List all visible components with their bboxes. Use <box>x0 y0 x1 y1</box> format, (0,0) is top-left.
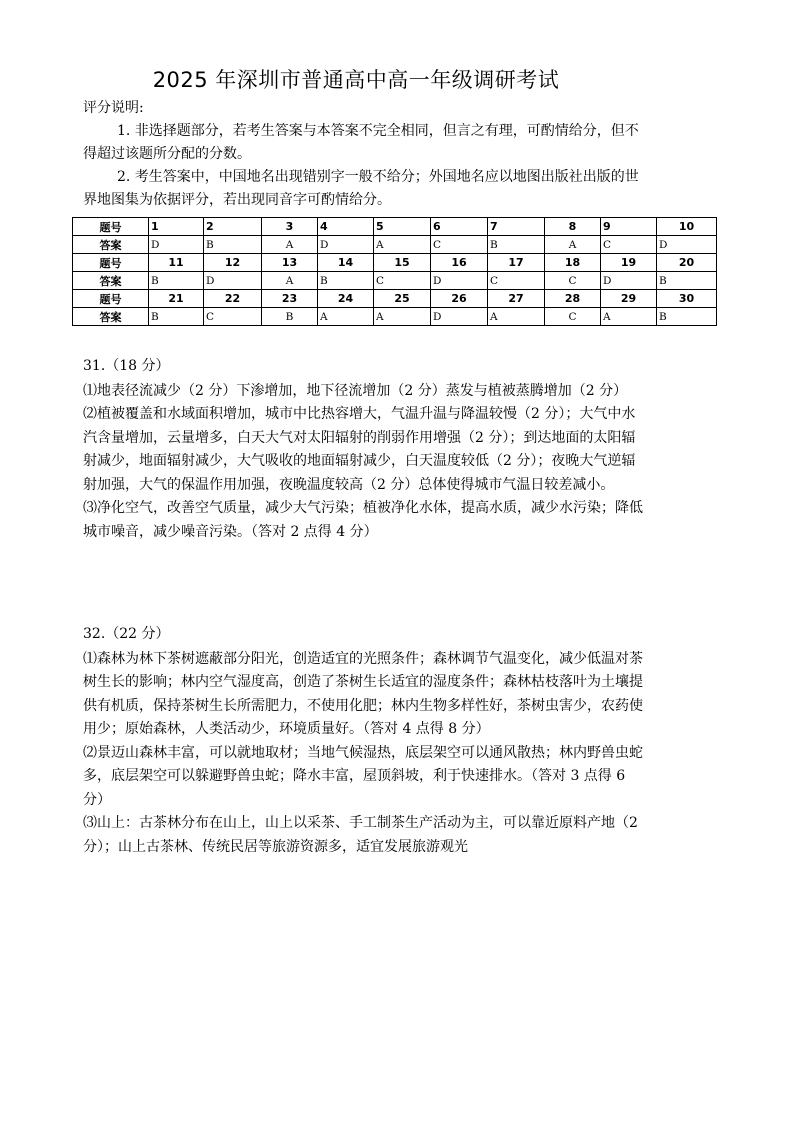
answer-table <box>72 217 717 326</box>
question-number: 3 <box>262 218 318 236</box>
question-number: 18 <box>545 254 601 272</box>
question-number: 12 <box>204 254 262 272</box>
answer-cell: D <box>431 308 488 326</box>
answer-cell: D <box>149 236 204 254</box>
answer-cell: B <box>262 308 318 326</box>
answer-cell: B <box>318 272 374 290</box>
answer-cell: C <box>431 236 488 254</box>
question-number: 22 <box>204 290 262 308</box>
question-32 <box>83 623 643 859</box>
answer-cell: A <box>601 308 657 326</box>
question-number: 20 <box>657 254 717 272</box>
answer-cell: B <box>204 236 262 254</box>
answer-cell: C <box>374 272 431 290</box>
question-32-part-1: ⑴森林为林下茶树遮蔽部分阳光，创造适宜的光照条件；森林调节气温变化，减少低温对茶树生长的影响；林内空气湿度高，创造了茶树生长适宜的湿度条件；森林枯枝落叶为土壤提供有机质，保持茶树生长所需肥力，不使用化肥；林内生物多样性好，茶树虫害少，农药使用少；原始森林，人类活动少，环境质量好。（答对 4 点得 8 分） <box>83 650 643 737</box>
question-number-header: 题号 <box>73 254 149 272</box>
answer-cell: C <box>488 272 545 290</box>
question-number: 11 <box>149 254 204 272</box>
question-31-part-2: ⑵植被覆盖和水域面积增加，城市中比热容增大，气温升温与降温较慢（2 分）；大气中水汽含量增加，云量增多，白天大气对太阳辐射的削弱作用增强（2 分）；到达地面的太阳辐射减少，地面辐射减少，大气吸收的地面辐射减少，白天温度较低（2 分）；夜晚大气逆辐射加强，大气的保温作用加强，夜晚温度较高（2 分）总体使得城市气温日较差减小。 <box>83 406 636 493</box>
answer-header: 答案 <box>73 236 149 254</box>
answer-cell: D <box>657 236 717 254</box>
answer-cell: A <box>262 236 318 254</box>
answer-cell: C <box>204 308 262 326</box>
question-31 <box>83 355 643 544</box>
answer-cell: B <box>488 236 545 254</box>
question-number: 15 <box>374 254 431 272</box>
question-number: 17 <box>488 254 545 272</box>
answer-cell: D <box>601 272 657 290</box>
answer-cell: A <box>374 236 431 254</box>
table-row <box>73 290 717 308</box>
scoring-notes <box>83 120 639 212</box>
question-number: 7 <box>488 218 545 236</box>
answer-cell: A <box>545 236 601 254</box>
question-number: 23 <box>262 290 318 308</box>
question-number: 14 <box>318 254 374 272</box>
answer-cell: B <box>657 308 717 326</box>
question-31-part-3: ⑶净化空气，改善空气质量，减少大气污染；植被净化水体，提高水质，减少水污染；降低城市噪音，减少噪音污染。（答对 2 点得 4 分） <box>83 500 643 540</box>
question-32-header: 32.（22 分） <box>83 626 170 642</box>
question-number: 16 <box>431 254 488 272</box>
answer-header: 答案 <box>73 272 149 290</box>
question-number: 2 <box>204 218 262 236</box>
answer-header: 答案 <box>73 308 149 326</box>
question-31-header: 31.（18 分） <box>83 358 170 374</box>
question-number: 19 <box>601 254 657 272</box>
page-title: 2025 年深圳市普通高中高一年级调研考试 <box>152 68 560 92</box>
question-number: 24 <box>318 290 374 308</box>
answer-cell: A <box>262 272 318 290</box>
question-number: 25 <box>374 290 431 308</box>
answer-cell: D <box>431 272 488 290</box>
table-row <box>73 254 717 272</box>
scoring-note-2: 2. 考生答案中，中国地名出现错别字一般不给分；外国地名应以地图出版社出版的世界地图集为依据评分，若出现同音字可酌情给分。 <box>83 169 639 208</box>
question-number: 6 <box>431 218 488 236</box>
question-32-part-2: ⑵景迈山森林丰富，可以就地取材；当地气候湿热，底层架空可以通风散热；林内野兽虫蛇多，底层架空可以躲避野兽虫蛇；降水丰富，屋顶斜坡，利于快速排水。（答对 3 点得 6 分） <box>83 744 643 808</box>
question-number-header: 题号 <box>73 290 149 308</box>
table-row <box>73 236 717 254</box>
question-number: 21 <box>149 290 204 308</box>
answer-cell: C <box>545 272 601 290</box>
answer-cell: A <box>374 308 431 326</box>
answer-cell: A <box>318 308 374 326</box>
answer-cell: D <box>318 236 374 254</box>
question-number-header: 题号 <box>73 218 149 236</box>
scoring-notes-heading: 评分说明: <box>83 100 144 116</box>
question-31-part-1: ⑴地表径流减少（2 分）下渗增加，地下径流增加（2 分）蒸发与植被蒸腾增加（2 分） <box>83 382 628 399</box>
table-row <box>73 218 717 236</box>
question-number: 26 <box>431 290 488 308</box>
answer-cell: B <box>149 272 204 290</box>
question-number: 30 <box>657 290 717 308</box>
question-number: 27 <box>488 290 545 308</box>
table-row <box>73 272 717 290</box>
question-number: 1 <box>149 218 204 236</box>
answer-cell: C <box>545 308 601 326</box>
question-number: 8 <box>545 218 601 236</box>
scoring-note-1: 1. 非选择题部分，若考生答案与本答案不完全相同，但言之有理，可酌情给分，但不得超过该题所分配的分数。 <box>83 123 639 162</box>
answer-cell: B <box>657 272 717 290</box>
answer-cell: A <box>488 308 545 326</box>
answer-cell: D <box>204 272 262 290</box>
question-number: 28 <box>545 290 601 308</box>
table-row <box>73 308 717 326</box>
question-number: 4 <box>318 218 374 236</box>
question-32-part-3: ⑶山上：古茶林分布在山上，山上以采茶、手工制茶生产活动为主，可以靠近原料产地（2 分）；山上古茶林、传统民居等旅游资源多，适宜发展旅游观光 <box>83 815 638 855</box>
answer-cell: C <box>601 236 657 254</box>
question-number: 13 <box>262 254 318 272</box>
question-number: 29 <box>601 290 657 308</box>
question-number: 10 <box>657 218 717 236</box>
question-number: 9 <box>601 218 657 236</box>
question-number: 5 <box>374 218 431 236</box>
answer-cell: B <box>149 308 204 326</box>
